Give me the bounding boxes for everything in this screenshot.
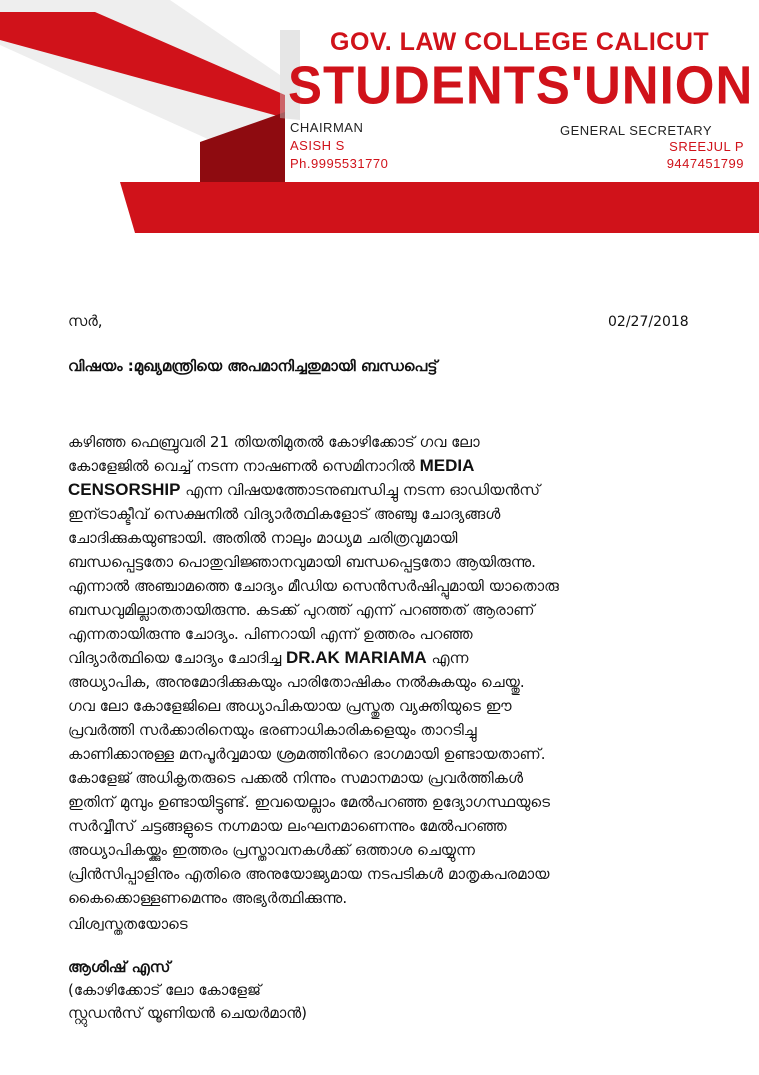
signatory-name: ആശിഷ് എസ്	[68, 958, 171, 976]
body-line: പ്രിൻസിപ്പാളിനും എതിരെ അനുയോജ്യമായ നടപടികൾ മാതൃകപരമായ	[68, 865, 550, 883]
body-line: ചോദിക്കുകയുണ്ടായി. അതിൽ നാലും മാധ്യമ ചരിത്രവുമായി	[68, 529, 458, 547]
subject-line: വിഷയം :മുഖ്യമന്ത്രിയെ അപമാനിച്ചതുമായി ബന്ധപെട്ട്	[68, 357, 438, 375]
body-text: എന്ന വിഷയത്തോടനുബന്ധിച്ചു നടന്ന ഓഡിയൻസ്	[180, 481, 540, 499]
body-line: സർവ്വീസ് ചട്ടങ്ങളുടെ നഗ്നമായ ലംഘനമാണെന്നും മേൽപറഞ്ഞ	[68, 817, 507, 835]
general-secretary-title: GENERAL SECRETARY	[560, 123, 713, 138]
body-line: ഗവ ലോ കോളേജിലെ അധ്യാപികയായ പ്രസ്തുത വ്യക്തിയുടെ ഈ	[68, 697, 512, 715]
body-line: കൈക്കൊള്ളണമെന്നും അഭ്യർത്ഥിക്കുന്നു.	[68, 889, 348, 907]
chairman-name: ASISH S	[290, 138, 345, 153]
body-text: കോളേജിൽ വെച്ച് നടന്ന നാഷണൽ സെമിനാറിൽ	[68, 457, 420, 475]
body-line	[68, 646, 708, 670]
body-line: എന്നതായിരുന്നു ചോദ്യം. പിണറായി എന്ന് ഉത്തരം പറഞ്ഞ	[68, 625, 473, 643]
body-line: അധ്യാപികയ്ക്കും ഇത്തരം പ്രസ്താവനകൾക്ക് ഒത്താശ ചെയ്യുന്ന	[68, 841, 475, 859]
body-line: എന്നാൽ അഞ്ചാമത്തെ ചോദ്യം മീഡിയ സെൻസർഷിപ്പുമായി യാതൊരു	[68, 577, 559, 595]
chairman-title: CHAIRMAN	[290, 120, 364, 135]
letter-date: 02/27/2018	[608, 314, 689, 330]
body-line: കാണിക്കാനുള്ള മനപൂർവ്വമായ ശ്രമത്തിൻറെ ഭാഗമായി ഉണ്ടായതാണ്.	[68, 745, 546, 763]
highlight-text: DR.AK MARIAMA	[285, 648, 427, 667]
body-line	[68, 454, 708, 478]
signatory-designation: സ്റ്റുഡൻസ് യൂണിയൻ ചെയർമാൻ)	[68, 1004, 308, 1022]
body-line: ബന്ധവുമില്ലാതതായിരുന്നു. കടക്ക് പുറത്ത് എന്ന് പറഞ്ഞത് ആരാണ്	[68, 601, 535, 619]
body-line	[68, 478, 708, 502]
body-text: എന്ന	[426, 649, 469, 667]
signatory-designation: (കോഴിക്കോട് ലോ കോളേജ്	[68, 981, 261, 999]
union-name: STUDENTS'UNION	[288, 55, 754, 115]
closing: വിശ്വസ്തതയോടെ	[68, 915, 188, 933]
letterhead	[0, 0, 759, 250]
chairman-phone: Ph.9995531770	[290, 156, 389, 171]
body-line: ഇന്ട്രാക്ടീവ് സെക്ഷനിൽ വിദ്യാർത്ഥികളോട് അഞ്ചു ചോദ്യങ്ങൾ	[68, 505, 501, 523]
salutation: സർ,	[68, 312, 103, 330]
body-line: ഇതിന് മുമ്പും ഉണ്ടായിട്ടുണ്ട്. ഇവയെല്ലാം മേൽപറഞ്ഞ ഉദ്യോഗസ്ഥയുടെ	[68, 793, 550, 811]
body-line: കോളേജ് അധികൃതരുടെ പക്കൽ നിന്നും സമാനമായ പ്രവർത്തികൾ	[68, 769, 524, 787]
body-line: പ്രവർത്തി സർക്കാരിനെയും ഭരണാധികാരികളെയും താറടിച്ചു	[68, 721, 477, 739]
general-secretary-phone: 9447451799	[666, 156, 744, 171]
college-name: GOV. LAW COLLEGE CALICUT	[330, 28, 710, 56]
highlight-text: CENSORSHIP	[68, 480, 181, 499]
body-line: കഴിഞ്ഞ ഫെബ്രുവരി 21 തിയതിമുതൽ കോഴിക്കോട് ഗവ ലോ	[68, 433, 480, 451]
body-line: അധ്യാപിക, അനുമോദിക്കുകയും പാരിതോഷികം നൽകുകയും ചെയ്തു.	[68, 673, 525, 691]
body-line: ബന്ധപ്പെട്ടതോ പൊതുവിജ്ഞാനവുമായി ബന്ധപ്പെട്ടതോ ആയിരുന്നു.	[68, 553, 536, 571]
general-secretary-name: SREEJUL P	[669, 139, 744, 154]
body-text: വിദ്യാർത്ഥിയെ ചോദ്യം ചോദിച്ച	[68, 649, 286, 667]
letter-body	[68, 430, 708, 910]
highlight-text: MEDIA	[419, 456, 475, 475]
